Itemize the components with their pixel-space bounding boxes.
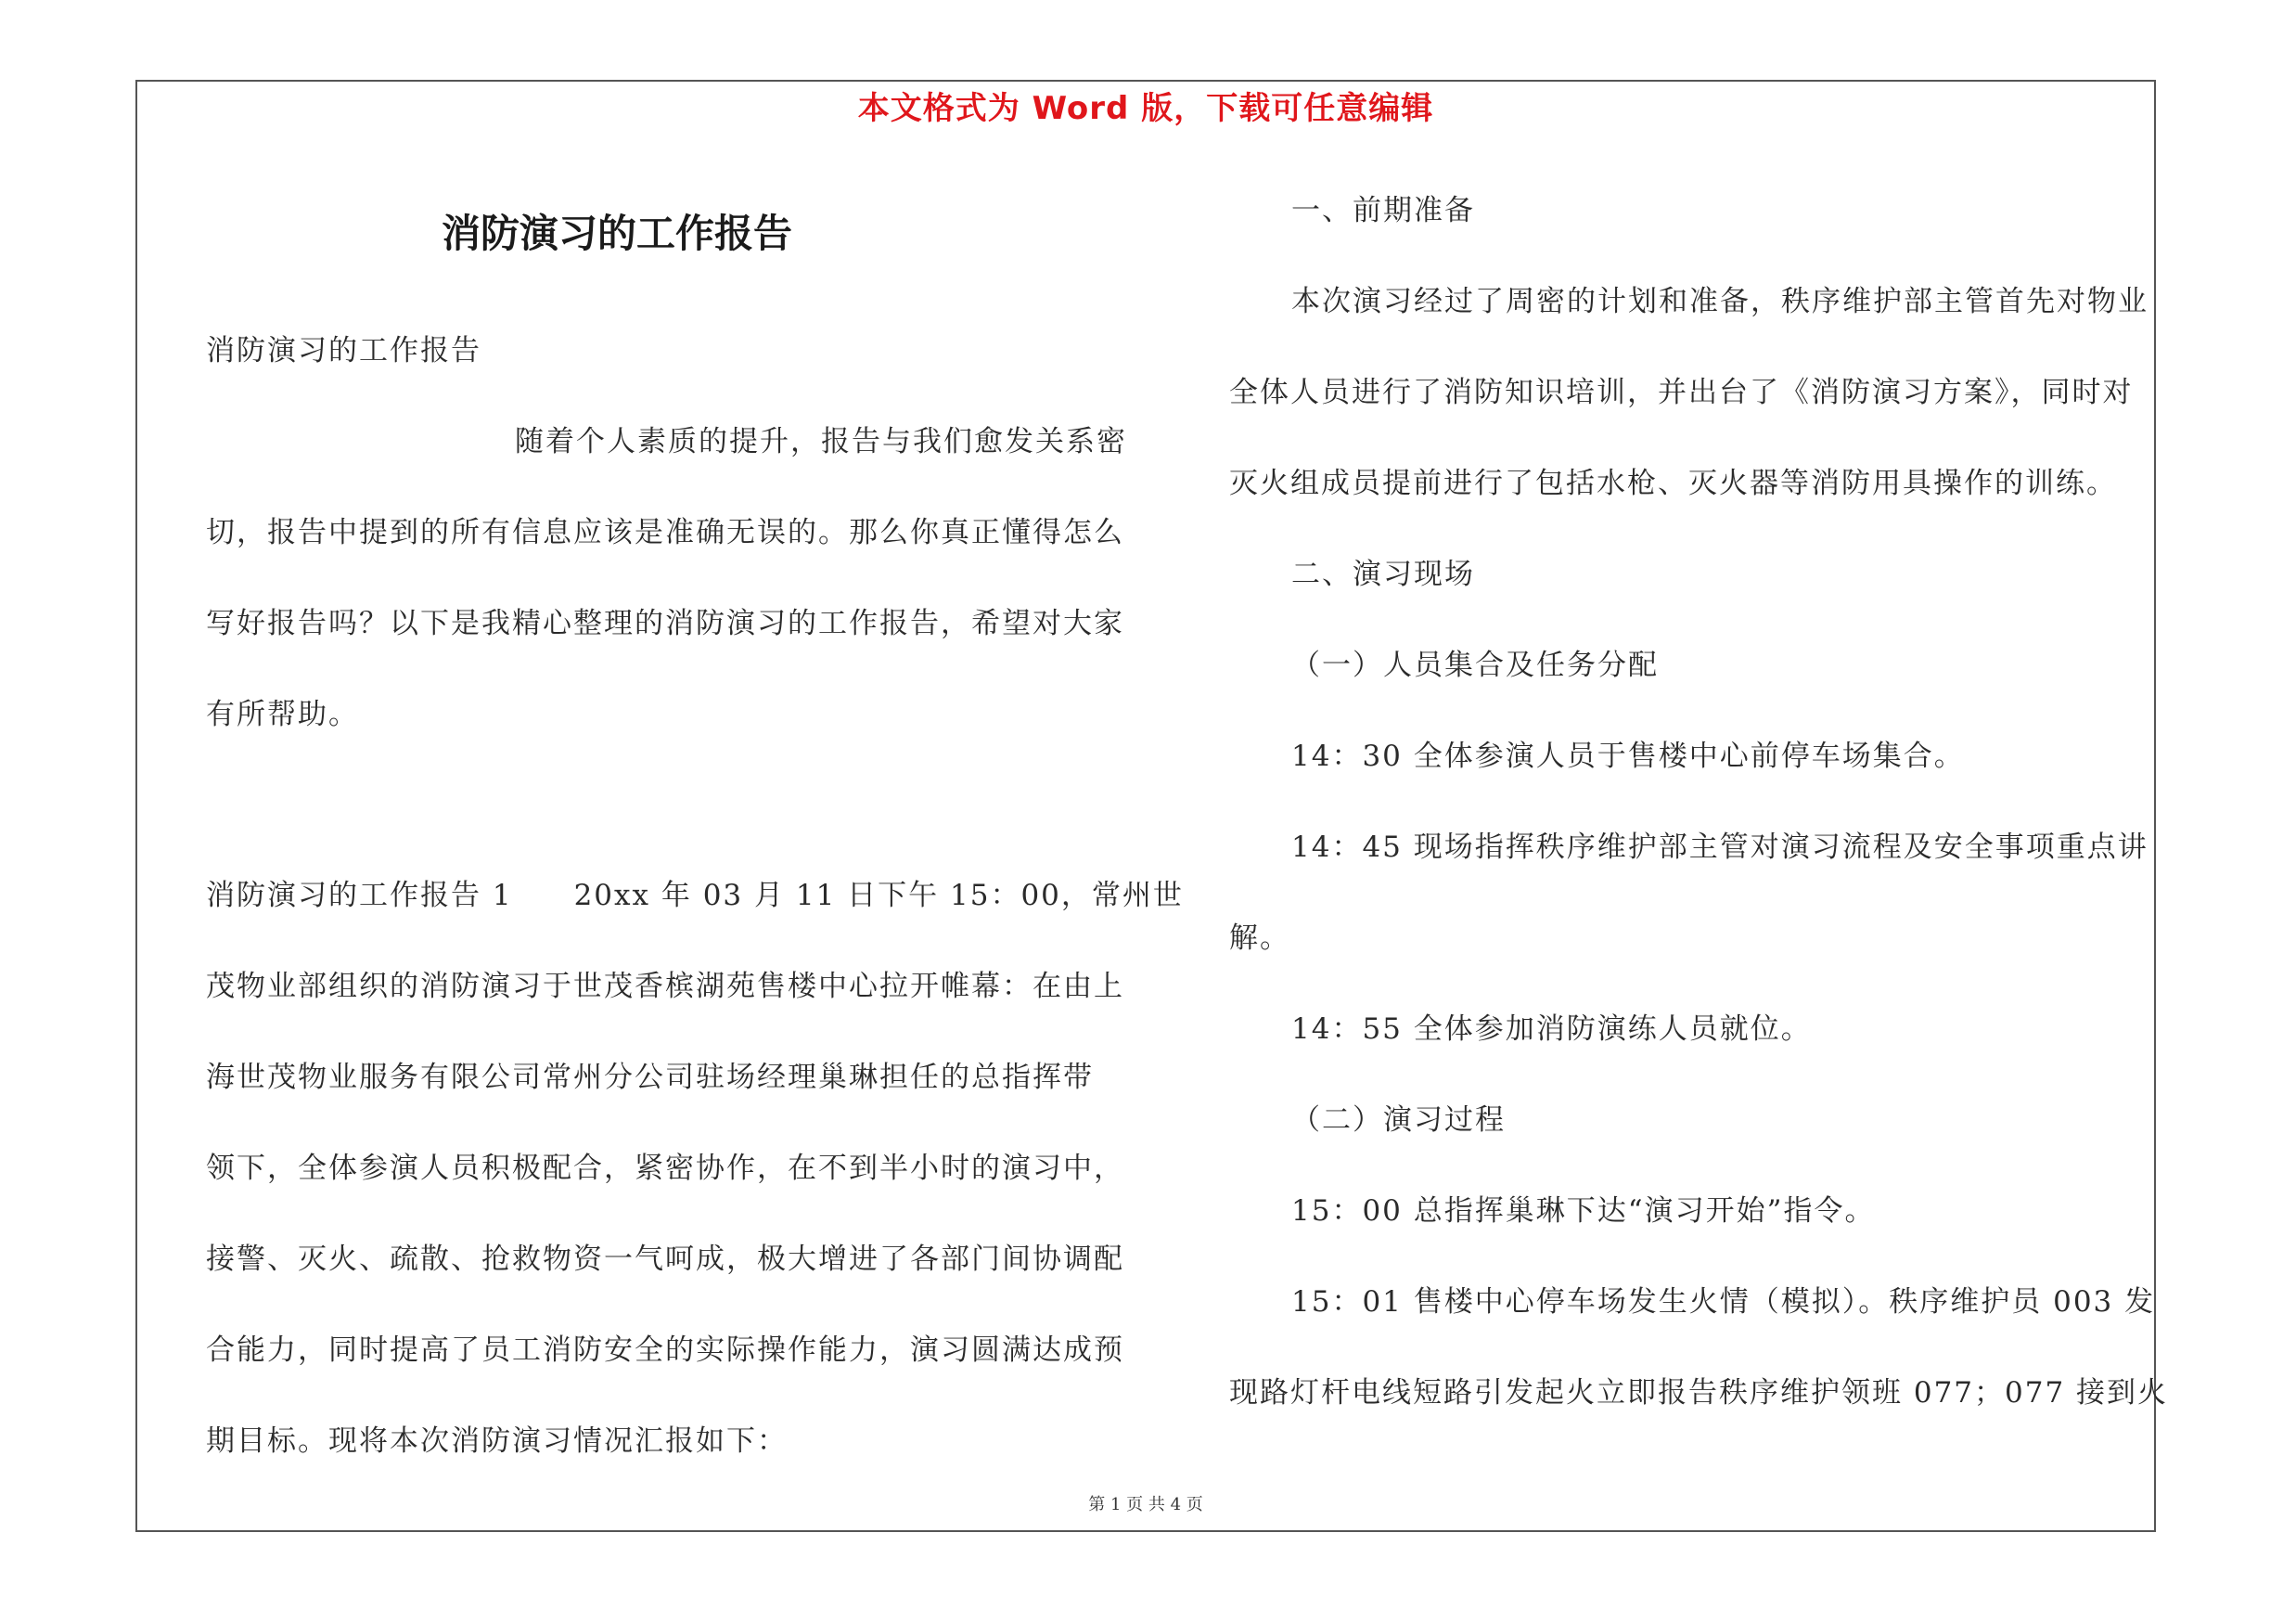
right-line: 14：55 全体参加消防演练人员就位。 xyxy=(1291,1012,1812,1046)
left-line: 切，报告中提到的所有信息应该是准确无误的。那么你真正懂得怎么 xyxy=(206,516,1124,549)
left-line: 消防演习的工作报告 1 20xx 年 03 月 11 日下午 15：00，常州世 xyxy=(206,879,1184,912)
left-line: 领下，全体参演人员积极配合，紧密协作，在不到半小时的演习中， xyxy=(206,1152,1124,1185)
document-title: 消防演习的工作报告 xyxy=(442,211,793,256)
right-line: 解。 xyxy=(1229,921,1290,955)
left-line: 随着个人素质的提升，报告与我们愈发关系密 xyxy=(515,425,1127,458)
format-notice-banner: 本文格式为 Word 版，下载可任意编辑 xyxy=(857,90,1434,127)
right-line: 本次演习经过了周密的计划和准备，秩序维护部主管首先对物业 xyxy=(1291,285,2148,318)
right-line: 全体人员进行了消防知识培训，并出台了《消防演习方案》，同时对 xyxy=(1229,376,2134,409)
left-line: 写好报告吗？以下是我精心整理的消防演习的工作报告，希望对大家 xyxy=(206,607,1124,640)
right-line: （一）人员集合及任务分配 xyxy=(1291,649,1659,682)
left-line: 海世茂物业服务有限公司常州分公司驻场经理巢琳担任的总指挥带 xyxy=(206,1061,1094,1094)
left-line: 接警、灭火、疏散、抢救物资一气呵成，极大增进了各部门间协调配 xyxy=(206,1243,1124,1276)
right-line: 14：30 全体参演人员于售楼中心前停车场集合。 xyxy=(1291,740,1965,773)
right-line: （二）演习过程 xyxy=(1291,1103,1506,1137)
right-line: 现路灯杆电线短路引发起火立即报告秩序维护领班 077；077 接到火 xyxy=(1229,1376,2169,1410)
right-line: 一、前期准备 xyxy=(1291,194,1475,227)
left-line: 期目标。现将本次消防演习情况汇报如下： xyxy=(206,1424,788,1458)
left-line: 消防演习的工作报告 xyxy=(206,334,481,367)
page-number-footer: 第 1 页 共 4 页 xyxy=(1088,1495,1203,1514)
left-line: 有所帮助。 xyxy=(206,698,359,731)
left-line: 合能力，同时提高了员工消防安全的实际操作能力，演习圆满达成预 xyxy=(206,1333,1124,1367)
left-line: 茂物业部组织的消防演习于世茂香槟湖苑售楼中心拉开帷幕：在由上 xyxy=(206,970,1124,1003)
right-line: 14：45 现场指挥秩序维护部主管对演习流程及安全事项重点讲 xyxy=(1291,831,2148,864)
right-line: 15：01 售楼中心停车场发生火情（模拟）。秩序维护员 003 发 xyxy=(1291,1285,2156,1319)
right-line: 15：00 总指挥巢琳下达“演习开始”指令。 xyxy=(1291,1194,1876,1228)
right-line: 二、演习现场 xyxy=(1291,558,1475,591)
right-line: 灭火组成员提前进行了包括水枪、灭火器等消防用具操作的训练。 xyxy=(1229,467,2117,500)
